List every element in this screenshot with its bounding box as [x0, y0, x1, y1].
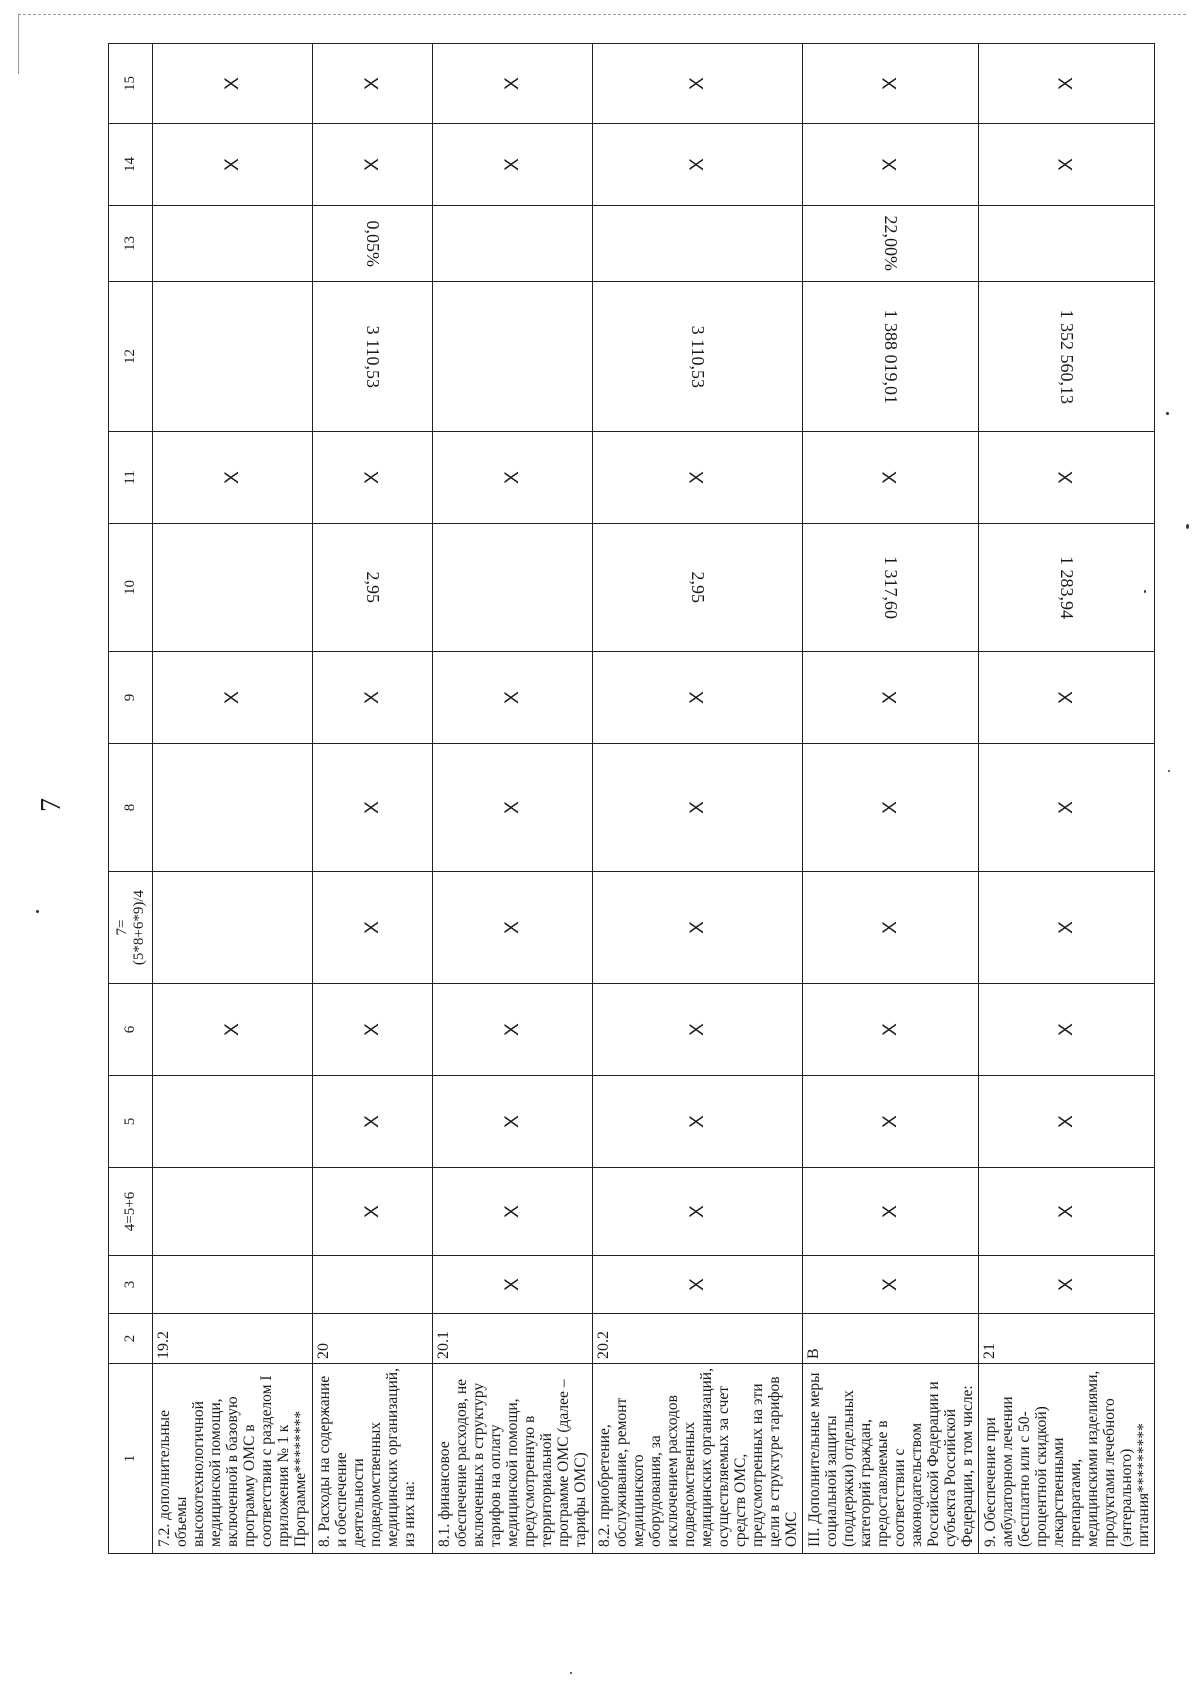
cell-col-15 — [313, 44, 433, 124]
cell-col-13 — [153, 206, 313, 282]
not-applicable-mark: X — [221, 471, 243, 484]
value-c12: 1 352 560,13 — [1056, 309, 1077, 404]
row-code: В — [803, 1314, 979, 1364]
cell-col-4 — [979, 1168, 1155, 1256]
header-col-9: 9 — [109, 652, 153, 744]
cell-col-4 — [313, 1168, 433, 1256]
row-description: 8.1. финансовое обеспечение расходов, не включенных в структуру тарифов на оплату медицинской помощи, предусмотренную в территориальной программе ОМС (далее – тарифы ОМС) — [433, 1364, 593, 1554]
cell-col-12 — [803, 282, 979, 432]
cell-col-14 — [433, 124, 593, 206]
not-applicable-mark: X — [501, 1278, 523, 1291]
not-applicable-mark: X — [1055, 1205, 1077, 1218]
not-applicable-mark: X — [501, 1115, 523, 1128]
cell-col-12 — [593, 282, 803, 432]
value-c13: 0,05% — [362, 220, 383, 267]
header-col-6: 6 — [109, 984, 153, 1076]
row-code: 20.1 — [433, 1314, 593, 1364]
not-applicable-mark: X — [686, 801, 708, 814]
cell-col-13 — [593, 206, 803, 282]
not-applicable-mark: X — [501, 77, 523, 90]
cell-col-11 — [153, 432, 313, 524]
not-applicable-mark: X — [1055, 1115, 1077, 1128]
cell-col-11 — [433, 432, 593, 524]
cell-col-12 — [433, 282, 593, 432]
cell-col-5 — [433, 1076, 593, 1168]
row-description: 7.2. дополнительные объемы высокотехнологичной медицинской помощи, включенной в базовую программу ОМС в соответствии с разделом I приложения № 1 к Программе******** — [153, 1364, 313, 1554]
scan-left-border — [18, 14, 19, 74]
cell-col-15 — [979, 44, 1155, 124]
cell-col-5 — [979, 1076, 1155, 1168]
not-applicable-mark: X — [361, 158, 383, 171]
cell-col-10 — [313, 524, 433, 652]
value-c10: 1 283,94 — [1056, 556, 1077, 619]
not-applicable-mark: X — [686, 158, 708, 171]
cell-col-4 — [433, 1168, 593, 1256]
not-applicable-mark: X — [1055, 1278, 1077, 1291]
not-applicable-mark: X — [501, 921, 523, 934]
cell-col-4 — [803, 1168, 979, 1256]
cell-col-15 — [803, 44, 979, 124]
row-description: 8. Расходы на содержание и обеспечение деятельности подведомственных медицинских организаций, из них на: — [313, 1364, 433, 1554]
scan-speck — [1144, 590, 1146, 593]
cell-col-4 — [153, 1168, 313, 1256]
value-c12: 3 110,53 — [362, 325, 383, 388]
cell-col-15 — [593, 44, 803, 124]
row-description: 8.2. приобретение, обслуживание, ремонт медицинского оборудования, за исключением расходов подведомственных медицинских организаций, осуществляемых за счет средств ОМС, предусмотренных на эти цели в структуре тарифов ОМС — [593, 1364, 803, 1554]
not-applicable-mark: X — [879, 471, 901, 484]
not-applicable-mark: X — [501, 1023, 523, 1036]
header-row — [109, 44, 153, 1554]
not-applicable-mark: X — [686, 77, 708, 90]
cell-col-4 — [593, 1168, 803, 1256]
cell-col-8 — [433, 744, 593, 872]
cell-col-12 — [313, 282, 433, 432]
cell-col-7 — [153, 872, 313, 984]
cell-col-5 — [803, 1076, 979, 1168]
cell-col-8 — [803, 744, 979, 872]
row-code: 20 — [313, 1314, 433, 1364]
not-applicable-mark: X — [361, 691, 383, 704]
header-col-15: 15 — [109, 44, 153, 124]
header-col-8: 8 — [109, 744, 153, 872]
cell-col-5 — [593, 1076, 803, 1168]
header-col-1: 1 — [109, 1364, 153, 1554]
cell-col-8 — [153, 744, 313, 872]
cell-col-14 — [803, 124, 979, 206]
not-applicable-mark: X — [221, 158, 243, 171]
cell-col-15 — [433, 44, 593, 124]
table-row — [979, 44, 1155, 1554]
not-applicable-mark: X — [361, 1115, 383, 1128]
header-col-3: 3 — [109, 1256, 153, 1314]
header-col-2: 2 — [109, 1314, 153, 1364]
table-row — [803, 44, 979, 1554]
not-applicable-mark: X — [686, 1205, 708, 1218]
scan-speck — [1186, 524, 1189, 529]
cell-col-13 — [313, 206, 433, 282]
cell-col-9 — [803, 652, 979, 744]
cell-col-10 — [979, 524, 1155, 652]
cell-col-10 — [593, 524, 803, 652]
cell-col-13 — [433, 206, 593, 282]
not-applicable-mark: X — [361, 77, 383, 90]
not-applicable-mark: X — [879, 1278, 901, 1291]
not-applicable-mark: X — [1055, 158, 1077, 171]
row-code: 19.2 — [153, 1314, 313, 1364]
not-applicable-mark: X — [221, 77, 243, 90]
cell-col-3 — [433, 1256, 593, 1314]
row-code: 20.2 — [593, 1314, 803, 1364]
not-applicable-mark: X — [1055, 801, 1077, 814]
not-applicable-mark: X — [1055, 1023, 1077, 1036]
cell-col-11 — [313, 432, 433, 524]
scan-speck — [1166, 412, 1169, 415]
row-description: 9. Обеспечение при амбулаторном лечении (бесплатно или с 50-процентной скидкой) лекарственными препаратами, медицинскими изделиями, продуктами лечебного (энтерального) питания********* — [979, 1364, 1155, 1554]
not-applicable-mark: X — [361, 921, 383, 934]
cell-col-6 — [979, 984, 1155, 1076]
cell-col-9 — [979, 652, 1155, 744]
not-applicable-mark: X — [221, 691, 243, 704]
cell-col-3 — [803, 1256, 979, 1314]
header-col-5: 5 — [109, 1076, 153, 1168]
cell-col-3 — [979, 1256, 1155, 1314]
budget-table — [108, 43, 1155, 1554]
not-applicable-mark: X — [1055, 921, 1077, 934]
cell-col-10 — [153, 524, 313, 652]
not-applicable-mark: X — [879, 1205, 901, 1218]
not-applicable-mark: X — [221, 1023, 243, 1036]
not-applicable-mark: X — [879, 1115, 901, 1128]
not-applicable-mark: X — [686, 1023, 708, 1036]
cell-col-14 — [153, 124, 313, 206]
value-c10: 2,95 — [362, 571, 383, 604]
cell-col-9 — [433, 652, 593, 744]
header-col-7: 7= (5*8+6*9)/4 — [109, 872, 153, 984]
row-description: III. Дополнительные меры социальной защиты (поддержки) отдельных категорий граждан, предоставляемые в соответствии с законодательством Российской Федерации и субъекта Российской Федерации, в том числе: — [803, 1364, 979, 1554]
not-applicable-mark: X — [361, 1205, 383, 1218]
cell-col-7 — [313, 872, 433, 984]
cell-col-3 — [153, 1256, 313, 1314]
cell-col-10 — [433, 524, 593, 652]
cell-col-8 — [313, 744, 433, 872]
header-col-10: 10 — [109, 524, 153, 652]
not-applicable-mark: X — [501, 471, 523, 484]
cell-col-14 — [593, 124, 803, 206]
value-c10: 1 317,60 — [880, 556, 901, 619]
cell-col-13 — [979, 206, 1155, 282]
cell-col-11 — [803, 432, 979, 524]
header-col-12: 12 — [109, 282, 153, 432]
not-applicable-mark: X — [501, 1205, 523, 1218]
scan-speck — [1168, 770, 1170, 772]
not-applicable-mark: X — [879, 1023, 901, 1036]
header-col-4: 4=5+6 — [109, 1168, 153, 1256]
cell-col-8 — [979, 744, 1155, 872]
not-applicable-mark: X — [686, 1115, 708, 1128]
cell-col-11 — [979, 432, 1155, 524]
cell-col-9 — [593, 652, 803, 744]
not-applicable-mark: X — [361, 801, 383, 814]
cell-col-13 — [803, 206, 979, 282]
not-applicable-mark: X — [879, 691, 901, 704]
cell-col-6 — [153, 984, 313, 1076]
header-col-11: 11 — [109, 432, 153, 524]
not-applicable-mark: X — [1055, 471, 1077, 484]
cell-col-7 — [593, 872, 803, 984]
cell-col-7 — [433, 872, 593, 984]
not-applicable-mark: X — [686, 1278, 708, 1291]
row-code: 21 — [979, 1314, 1155, 1364]
not-applicable-mark: X — [1055, 77, 1077, 90]
not-applicable-mark: X — [686, 471, 708, 484]
cell-col-5 — [313, 1076, 433, 1168]
scan-top-border — [18, 14, 1186, 15]
not-applicable-mark: X — [879, 921, 901, 934]
not-applicable-mark: X — [1055, 691, 1077, 704]
cell-col-9 — [313, 652, 433, 744]
cell-col-7 — [979, 872, 1155, 984]
not-applicable-mark: X — [501, 691, 523, 704]
not-applicable-mark: X — [879, 801, 901, 814]
value-c13: 22,00% — [880, 215, 901, 272]
page-number: 7 — [36, 798, 67, 812]
table-row — [153, 44, 313, 1554]
table-row — [593, 44, 803, 1554]
value-c12: 1 388 019,01 — [880, 309, 901, 404]
not-applicable-mark: X — [686, 921, 708, 934]
scan-speck — [36, 910, 39, 913]
value-c12: 3 110,53 — [687, 325, 708, 388]
scan-speck — [570, 1672, 572, 1674]
cell-col-12 — [153, 282, 313, 432]
cell-col-9 — [153, 652, 313, 744]
cell-col-6 — [313, 984, 433, 1076]
table-row — [433, 44, 593, 1554]
cell-col-11 — [593, 432, 803, 524]
not-applicable-mark: X — [879, 158, 901, 171]
rotated-table-container — [108, 44, 1152, 1554]
cell-col-14 — [313, 124, 433, 206]
cell-col-6 — [593, 984, 803, 1076]
table-body — [153, 44, 1155, 1554]
not-applicable-mark: X — [879, 77, 901, 90]
not-applicable-mark: X — [361, 471, 383, 484]
cell-col-12 — [979, 282, 1155, 432]
header-col-14: 14 — [109, 124, 153, 206]
not-applicable-mark: X — [686, 691, 708, 704]
not-applicable-mark: X — [361, 1023, 383, 1036]
cell-col-6 — [803, 984, 979, 1076]
cell-col-6 — [433, 984, 593, 1076]
cell-col-7 — [803, 872, 979, 984]
header-col-13: 13 — [109, 206, 153, 282]
not-applicable-mark: X — [501, 801, 523, 814]
cell-col-10 — [803, 524, 979, 652]
cell-col-8 — [593, 744, 803, 872]
cell-col-3 — [593, 1256, 803, 1314]
not-applicable-mark: X — [501, 158, 523, 171]
cell-col-5 — [153, 1076, 313, 1168]
cell-col-3 — [313, 1256, 433, 1314]
value-c10: 2,95 — [687, 571, 708, 604]
table-row — [313, 44, 433, 1554]
cell-col-15 — [153, 44, 313, 124]
cell-col-14 — [979, 124, 1155, 206]
